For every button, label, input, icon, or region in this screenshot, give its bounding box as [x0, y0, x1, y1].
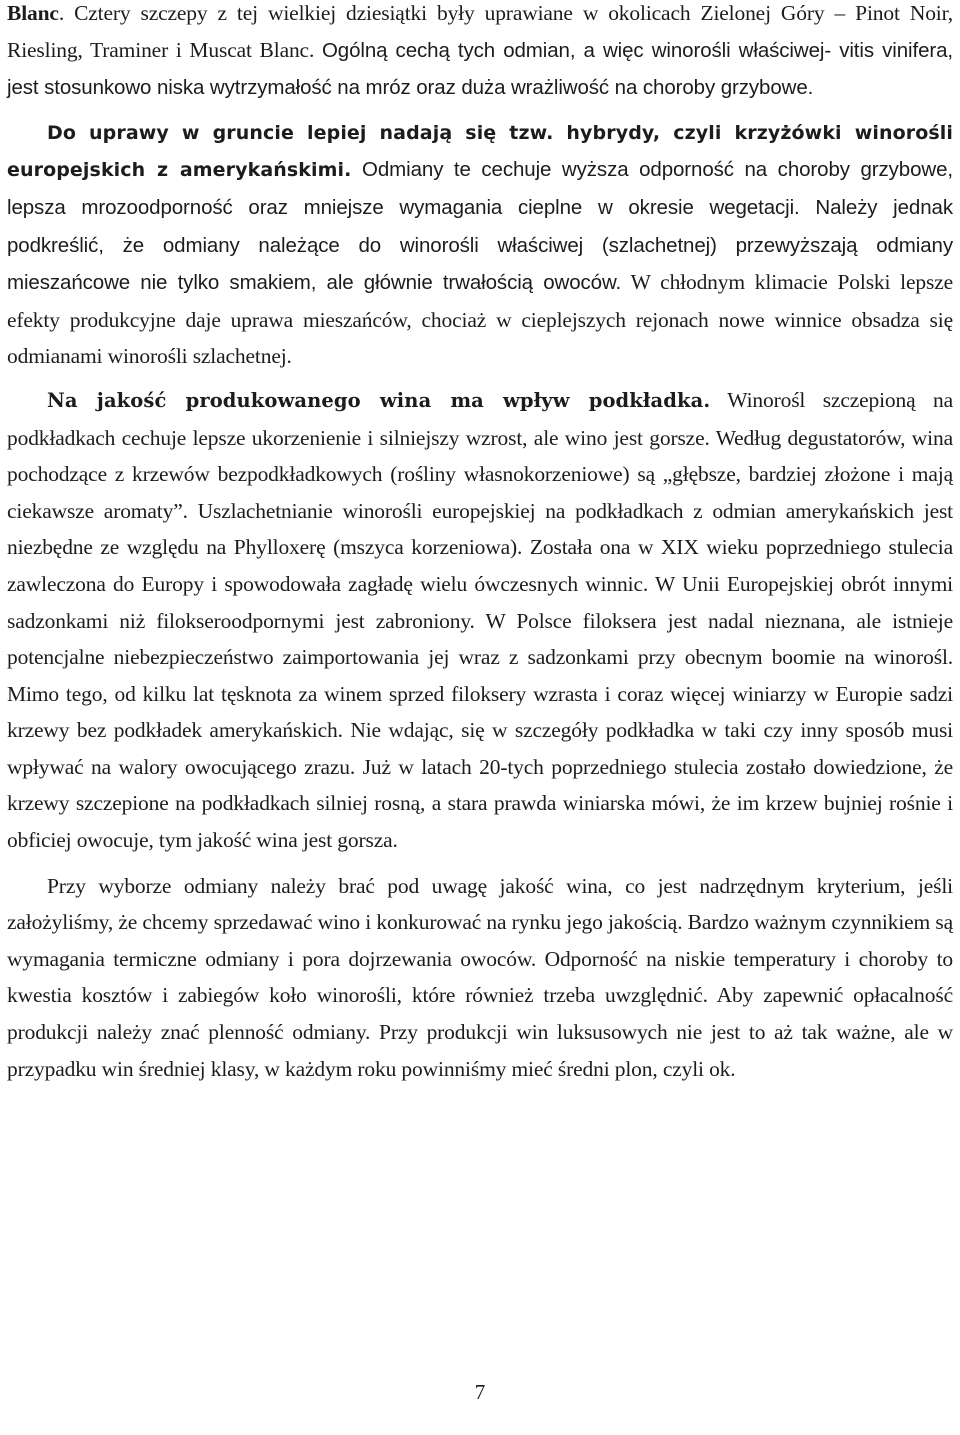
bold-lead-word: Blanc: [7, 1, 59, 25]
paragraph-text: Przy wyborze odmiany należy brać pod uwagę jakość wina, co jest nadrzędnym kryterium, jeśli założyliśmy, że chcemy sprzedawać wino i konkurować na rynku jego jakością. Bardzo ważnym czynnikiem są wymagania termiczne odmiany i pora dojrzewania owoców. Odporność na niskie temperatury i choroby to kwestia kosztów i zabiegów koło winorośli, które również trzeba uwzględnić. Aby zapewnić opłacalność produkcji należy znać plenność odmiany. Przy produkcji win luksusowych nie jest to aż tak ważne, ale w przypadku win średniej klasy, w każdym roku powinniśmy mieć średni plon, czyli ok.: [7, 873, 953, 1081]
paragraph-text-sans: Ogólną cechą tych odmian, a więc winorośli właściwej- vitis vinifera, jest stosunkowo niska wytrzymałość na mróz oraz duża wrażliwość na choroby grzybowe.: [7, 38, 953, 100]
paragraph-grape-varieties: [7, 0, 953, 107]
bold-heading-hybrids: Do uprawy w gruncie lepiej nadają się tzw. hybrydy, czyli krzyżówki winorośli europejskich z amerykańskimi.: [7, 121, 953, 182]
paragraph-text: W chłodnym klimacie Polski lepsze efekty produkcyjne daje uprawa mieszańców, chociaż w cieplejszych rejonach nowe winnice obsadza się odmianami winorośli szlachetnej.: [7, 270, 953, 369]
paragraph-text-sans: Odmiany te cechuje wyższa odporność na choroby grzybowe, lepsza mrozoodporność oraz mniejsze wymagania cieplne w okresie wegetacji. Należy jednak podkreślić, że odmiany należące do winorośli właściwej (szlachetnej) przewyższają odmiany mieszańcowe nie tylko smakiem, ale głównie trwałością owoców.: [7, 158, 953, 295]
paragraph-hybrids: [7, 114, 953, 375]
paragraph-rootstock: [7, 382, 953, 859]
page-body: [7, 0, 953, 1087]
paragraph-text: Winorośl szczepioną na podkładkach cechuje lepsze ukorzenienie i silniejszy wzrost, ale wino jest gorsze. Według degustatorów, wina pochodzące z krzewów bezpodkładkowych (rośliny własnokorzeniowe) są „głębsze, bardziej złożone i mają ciekawsze aromaty”. Uszlachetnianie winorośli europejskiej na podkładkach z odmian amerykańskich jest niezbędne ze względu na Phylloxerę (mszyca korzeniowa). Została ona w XIX wieku poprzedniego stulecia zawleczona do Europy i spowodowała zagładę wielu ówczesnych winnic. W Unii Europejskiej obrót innymi sadzonkami niż filokseroodpornymi jest zabroniony. W Polsce filoksera jest nadal nieznana, ale istnieje potencjalne niebezpieczeństwo zaimportowania jej wraz z sadzonkami przy obecnym boomie na winorośl. Mimo tego, od kilku lat tęsknota za winem sprzed filoksery wzrasta i coraz więcej winiarzy w Europie sadzi krzewy bez podkładek amerykańskich. Nie wdając, się w szczegóły podkładka w taki czy inny sposób musi wpływać na walory owocującego zrazu. Już w latach 20-tych poprzedniego stulecia zostało dowiedzione, że krzewy szczepione na podkładkach silniej rosną, a stara prawda winiarska mówi, że im krzew bujniej rośnie i obficiej owocuje, tym jakość wina jest gorsza.: [7, 387, 953, 853]
paragraph-text: . Cztery szczepy z tej wielkiej dziesiątki były uprawiane w okolicach Zielonej Góry – Pinot Noir, Riesling, Traminer i Muscat Blanc.: [7, 1, 953, 62]
page-number: 7: [474, 1380, 486, 1404]
paragraph-variety-choice: [7, 868, 953, 1088]
bold-heading-rootstock: Na jakość produkowanego wina ma wpływ podkładka.: [47, 388, 711, 412]
